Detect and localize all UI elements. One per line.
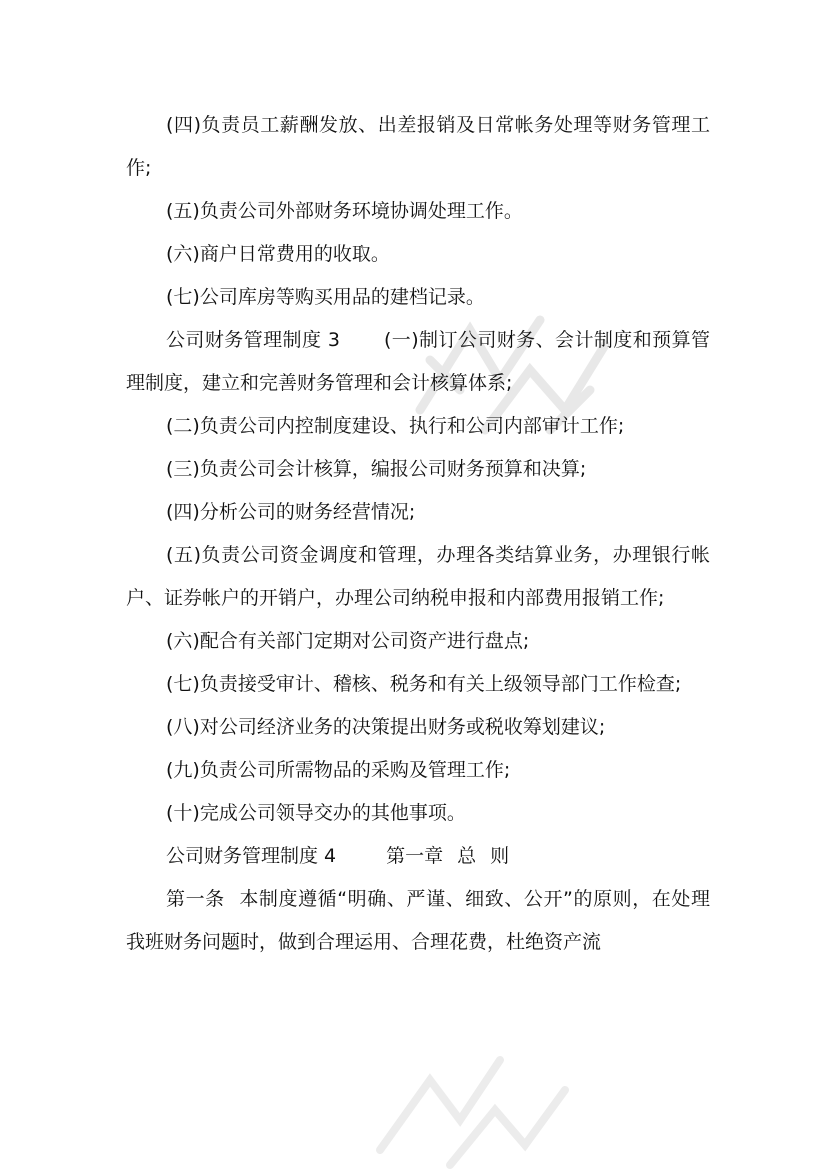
chapter-title-2: 则 [490,845,510,867]
paragraph-p4: (七)公司库房等购买用品的建档记录。 [166,286,485,308]
paragraph-p9: (五)负责公司资金调度和管理，办理各类结算业务，办理银行帐户、证券帐户的开销户，办理公司纳税申报和内部费用报销工作; [126,544,710,609]
paragraph-p10: (六)配合有关部门定期对公司资产进行盘点; [166,630,530,652]
paragraph-p6: (二)负责公司内控制度建设、执行和公司内部审计工作; [166,415,625,437]
paragraph-p13: (九)负责公司所需物品的采购及管理工作; [166,759,511,781]
section-heading-4: 公司财务管理制度 4 [166,845,337,867]
paragraph-p7: (三)负责公司会计核算，编报公司财务预算和决算; [166,458,587,480]
paragraph-p14: (十)完成公司领导交办的其他事项。 [166,802,466,824]
paragraph-p5-text: (一)制订公司财务、会计制度和预算管理制度，建立和完善财务管理和会计核算体系; [126,329,710,394]
article-text: 本制度遵循“明确、严谨、细致、公开”的原则，在处理我班财务问题时，做到合理运用、合理花费，杜绝资产流 [126,888,710,953]
chapter-title: 总 [457,845,477,867]
paragraph-p16 [126,878,710,964]
paragraph-p11: (七)负责接受审计、稽核、税务和有关上级领导部门工作检查; [166,673,682,695]
paragraph-p12: (八)对公司经济业务的决策提出财务或税收筹划建议; [166,716,606,738]
chapter-label: 第一章 [386,845,444,867]
section-heading-3: 公司财务管理制度 3 [166,329,340,351]
article-label: 第一条 [166,888,225,910]
paragraph-p3: (六)商户日常费用的收取。 [166,243,390,265]
paragraph-p15 [126,835,710,878]
paragraph-p1: (四)负责员工薪酬发放、出差报销及日常帐务处理等财务管理工作; [126,114,710,179]
paragraph-p5 [126,319,710,405]
watermark-graphic-bottom [360,1040,580,1170]
document-body [126,104,710,964]
paragraph-p2: (五)负责公司外部财务环境协调处理工作。 [166,200,523,222]
paragraph-p8: (四)分析公司的财务经营情况; [166,501,416,523]
